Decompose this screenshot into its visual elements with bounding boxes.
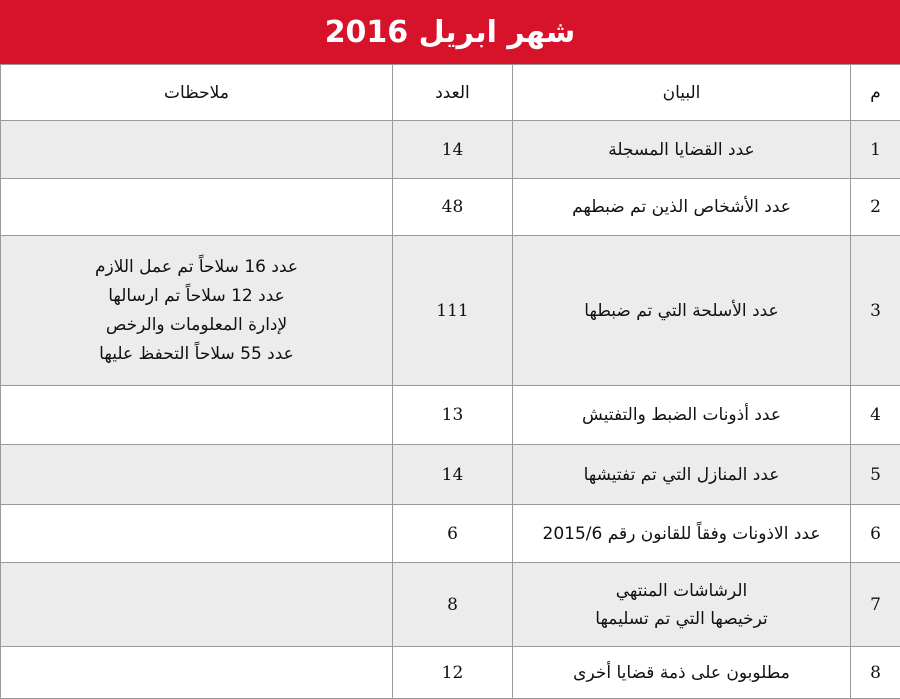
row-notes: [1, 505, 393, 563]
row-count: 8: [393, 563, 513, 647]
table-row: [1, 121, 900, 179]
header-index: م: [851, 65, 900, 121]
table-row: [1, 179, 900, 236]
table-row: [1, 647, 900, 699]
table-title: شهر ابريل 2016: [0, 0, 900, 64]
note-line: عدد 55 سلاحاً التحفظ عليها: [9, 340, 384, 369]
statement-line: عدد المنازل التي تم تفتيشها: [521, 461, 842, 489]
row-notes: [1, 445, 393, 505]
row-statement: [513, 445, 851, 505]
statement-line: الرشاشات المنتهي: [521, 577, 842, 605]
row-notes: [1, 179, 393, 236]
row-statement: [513, 505, 851, 563]
statement-line: عدد الأشخاص الذين تم ضبطهم: [521, 193, 842, 221]
row-statement: [513, 386, 851, 445]
row-count: 48: [393, 179, 513, 236]
report-table: [0, 64, 900, 699]
table-row: [1, 236, 900, 386]
table-row: [1, 563, 900, 647]
row-count: 111: [393, 236, 513, 386]
header-statement: البيان: [513, 65, 851, 121]
row-notes: [1, 121, 393, 179]
statement-line: عدد الأسلحة التي تم ضبطها: [521, 297, 842, 325]
header-count: العدد: [393, 65, 513, 121]
row-index: 8: [851, 647, 900, 699]
table-row: [1, 505, 900, 563]
statement-line: مطلوبون على ذمة قضايا أخرى: [521, 659, 842, 687]
row-index: 5: [851, 445, 900, 505]
statement-line: عدد القضايا المسجلة: [521, 136, 842, 164]
row-count: 14: [393, 121, 513, 179]
row-count: 12: [393, 647, 513, 699]
row-index: 6: [851, 505, 900, 563]
table-row: [1, 445, 900, 505]
row-index: 4: [851, 386, 900, 445]
row-index: 2: [851, 179, 900, 236]
statement-line: عدد أذونات الضبط والتفتيش: [521, 401, 842, 429]
statement-line: ترخيصها التي تم تسليمها: [521, 605, 842, 633]
row-notes: [1, 386, 393, 445]
row-notes: [1, 563, 393, 647]
row-notes: [1, 236, 393, 386]
header-row: [1, 65, 900, 121]
note-line: عدد 16 سلاحاً تم عمل اللازم: [9, 253, 384, 282]
row-index: 3: [851, 236, 900, 386]
header-notes: ملاحظات: [1, 65, 393, 121]
note-line: لإدارة المعلومات والرخص: [9, 311, 384, 340]
row-index: 1: [851, 121, 900, 179]
row-statement: [513, 647, 851, 699]
note-line: عدد 12 سلاحاً تم ارسالها: [9, 282, 384, 311]
row-index: 7: [851, 563, 900, 647]
row-statement: [513, 179, 851, 236]
row-count: 14: [393, 445, 513, 505]
row-count: 6: [393, 505, 513, 563]
row-notes: [1, 647, 393, 699]
row-statement: [513, 121, 851, 179]
statement-line: عدد الاذونات وفقاً للقانون رقم 2015/6: [521, 520, 842, 548]
row-count: 13: [393, 386, 513, 445]
table-row: [1, 386, 900, 445]
row-statement: [513, 236, 851, 386]
row-statement: [513, 563, 851, 647]
